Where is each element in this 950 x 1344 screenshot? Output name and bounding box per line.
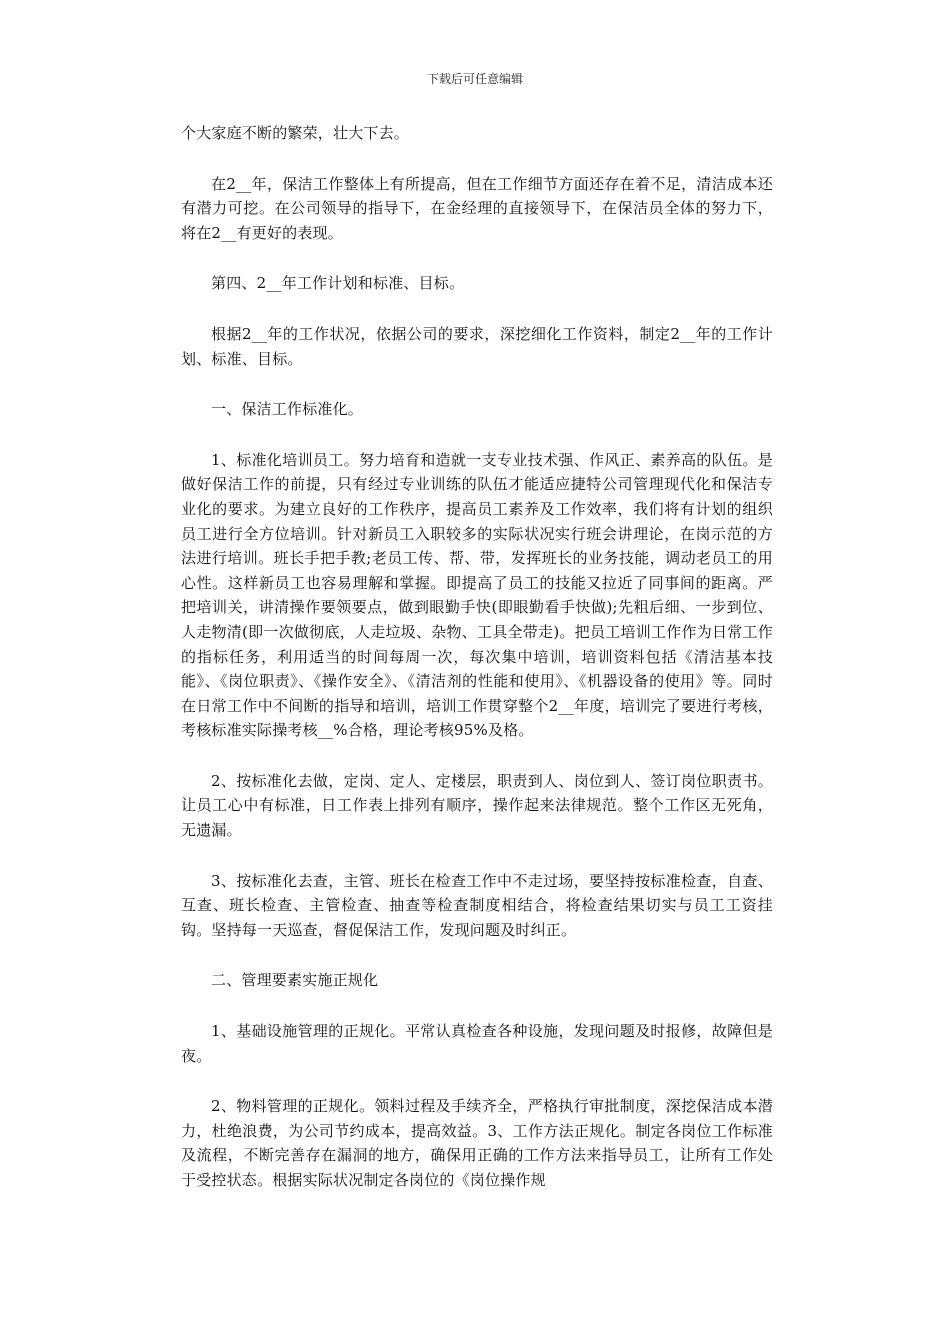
page-header: 下载后可任意编辑 [426,72,523,86]
paragraph-facilities: 1、基础设施管理的正规化。平常认真检查各种设施，发现问题及时报修，故障但是夜。 [181,1022,773,1065]
paragraph-plan-intro: 根据2__年的工作状况，依据公司的要求，深挖细化工作资料，制定2__年的工作计划、标准、目标。 [181,324,773,368]
paragraph-standard-work: 2、按标准化去做，定岗、定人、定楼层，职责到人、岗位到人、签订岗位职责书。让员工心中有标准，日工作表上排列有顺序，操作起来法律规范。整个工作区无死角，无遗漏。 [181,771,773,840]
paragraph-materials: 2、物料管理的正规化。领料过程及手续齐全，严格执行审批制度，深挖保洁成本潜力，杜绝浪费，为公司节约成本，提高效益。3、工作方法正规化。制定各岗位工作标准及流程，不断完善存在漏洞的地方，确保用正确的工作方法来指导员工，让所有工作处于受控状态。根据实际状况制定各岗位的《岗位操作规 [181,1097,773,1189]
section-heading-management: 二、管理要素实施正规化 [211,971,379,990]
paragraph-summary: 在2__年，保洁工作整体上有所提高，但在工作细节方面还存在着不足，清洁成本还有潜力可挖。在公司领导的指导下，在金经理的直接领导下，在保洁员全体的努力下，将在2__有更好的表现。 [181,174,773,242]
section-heading-standardization: 一、保洁工作标准化。 [211,400,364,419]
document-body [181,121,773,1219]
paragraph-training: 1、标准化培训员工。努力培育和造就一支专业技术强、作风正、素养高的队伍。是做好保洁工作的前提，只有经过专业训练的队伍才能适应捷特公司管理现代化和保洁专业化的要求。为建立良好的工作秩序，提高员工素养及工作效率，我们将有计划的组织员工进行全方位培训。针对新员工入职较多的实际状况实行班会讲理论，在岗示范的方法进行培训。班长手把手教;老员工传、帮、带，发挥班长的业务技能，调动老员工的用心性。这样新员工也容易理解和掌握。即提高了员工的技能又拉近了同事间的距离。严把培训关，讲清操作要领要点，做到眼勤手快(即眼勤看手快做);先粗后细、一步到位、人走物清(即一次做彻底，人走垃圾、杂物、工具全带走)。把员工培训工作作为日常工作的指标任务，利用适当的时间每周一次，每次集中培训，培训资料包括《清洁基本技能》、《岗位职责》、《操作安全》、《清洁剂的性能和使用》、《机器设备的使用》等。同时在日常工作中不间断的指导和培训，培训工作贯穿整个2__年度，培训完了要进行考核，考核标准实际操考核__%合格，理论考核95%及格。 [181,450,773,740]
section-heading-fourth: 第四、2__年工作计划和标准、目标。 [211,274,465,293]
paragraph-standard-inspection: 3、按标准化去查，主管、班长在检查工作中不走过场，要坚持按标准检查，自查、互查、班长检查、主管检查、抽查等检查制度相结合，将检查结果切实与员工工资挂钩。坚持每一天巡查，督促保洁工作，发现问题及时纠正。 [181,871,773,939]
paragraph-continuation: 个大家庭不断的繁荣，壮大下去。 [181,124,410,142]
